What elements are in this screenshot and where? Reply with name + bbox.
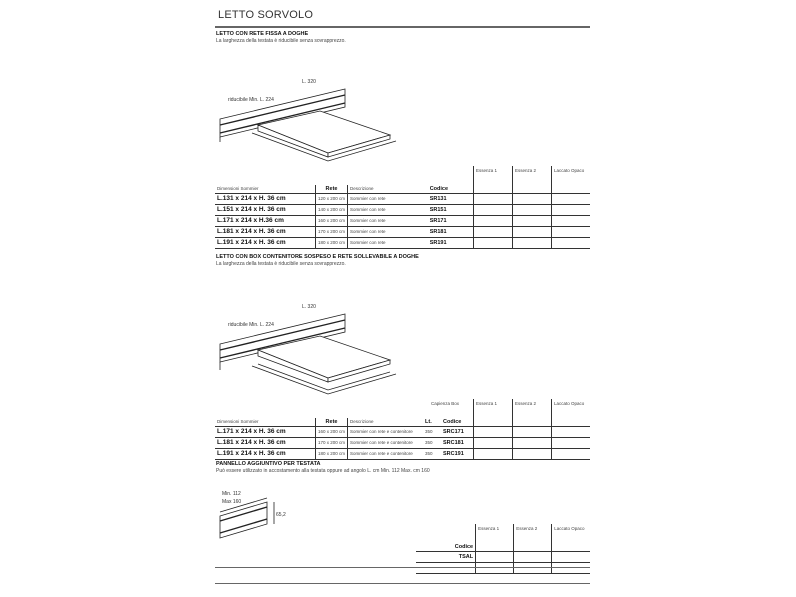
col-code: Codice — [454, 544, 474, 550]
description-cell: Sommier con rete — [348, 227, 428, 238]
bottom-divider-2 — [215, 583, 590, 584]
rete-cell: 140 x 200 cm — [316, 205, 348, 216]
capacity-cell: 350 — [423, 427, 441, 438]
finish-cell — [474, 438, 513, 449]
code-cell: SR131 — [428, 194, 474, 205]
dimension-cell: L.181 x 214 x H. 36 cm — [215, 227, 316, 238]
bed-drawing-1 — [210, 79, 410, 165]
section3-heading: PANNELLO AGGIUNTIVO PER TESTATA — [216, 461, 321, 467]
col-dim: Dimensioni Sommier — [217, 419, 259, 424]
reduce-label: riducibile Min. L. 224 — [228, 97, 274, 103]
rete-cell: 180 x 200 cm — [316, 238, 348, 249]
col-rete: Rete — [316, 418, 348, 427]
description-cell: Sommier con rete e contenitore — [348, 427, 423, 438]
col-desc: Descrizione — [348, 418, 423, 427]
finish-cell — [513, 194, 552, 205]
height-label: 65,2 — [276, 512, 286, 518]
finish-cell — [552, 427, 591, 438]
finish-cell — [513, 238, 552, 249]
rete-cell: 180 x 200 cm — [316, 449, 348, 460]
finish-cell — [474, 238, 513, 249]
col-rete: Rete — [316, 185, 348, 194]
code-cell: SR181 — [428, 227, 474, 238]
finish-header-3: Laccato Opaco — [552, 524, 590, 543]
dimension-cell: L.131 x 214 x H. 36 cm — [215, 194, 316, 205]
dimension-cell: L.191 x 214 x H. 36 cm — [215, 449, 316, 460]
panel-drawing — [210, 490, 300, 550]
finish-header-1: Essenza 1 — [474, 166, 513, 185]
section2-note: La larghezza della testata è riducibile senza sovrapprezzo. — [216, 261, 346, 267]
max-label: Max 160 — [222, 499, 242, 505]
section1-table — [215, 166, 590, 249]
finish-header-1: Essenza 1 — [476, 524, 514, 543]
finish-cell — [474, 205, 513, 216]
section1-note: La larghezza della testata è riducibile senza sovrapprezzo. — [216, 38, 346, 44]
rete-cell: 160 x 200 cm — [316, 216, 348, 227]
description-cell: Sommier con rete e contenitore — [348, 438, 423, 449]
table-row — [215, 238, 590, 249]
col-lt: Lt. — [425, 419, 432, 425]
capacity-cell: 350 — [423, 438, 441, 449]
col-code: Codice — [429, 186, 449, 192]
finish-cell — [513, 449, 552, 460]
finish-cell — [474, 227, 513, 238]
code-cell: SR191 — [428, 238, 474, 249]
finish-header-2: Essenza 2 — [513, 399, 552, 418]
page-title: LETTO SORVOLO — [218, 9, 314, 21]
dimension-cell: L.151 x 214 x H. 36 cm — [215, 205, 316, 216]
bottom-divider-1 — [215, 567, 590, 568]
rete-cell: 170 x 200 cm — [316, 227, 348, 238]
description-cell: Sommier con rete — [348, 238, 428, 249]
finish-header-2: Essenza 2 — [514, 524, 552, 543]
code-cell: SRC191 — [441, 449, 474, 460]
table-row — [215, 449, 590, 460]
description-cell: Sommier con rete e contenitore — [348, 449, 423, 460]
finish-cell — [513, 427, 552, 438]
table-row — [215, 216, 590, 227]
description-cell: Sommier con rete — [348, 216, 428, 227]
finish-cell — [513, 216, 552, 227]
rete-cell: 120 x 200 cm — [316, 194, 348, 205]
finish-header-3: Laccato Opaco — [552, 399, 591, 418]
dimension-cell: L.191 x 214 x H. 36 cm — [215, 238, 316, 249]
section2-table — [215, 399, 590, 460]
reduce-label: riducibile Min. L. 224 — [228, 322, 274, 328]
rete-cell: 170 x 200 cm — [316, 438, 348, 449]
rete-cell: 160 x 200 cm — [316, 427, 348, 438]
table-row — [215, 227, 590, 238]
capacity-header: Capienza Box — [431, 401, 460, 406]
finish-cell — [552, 438, 591, 449]
dimension-cell: L.181 x 214 x H. 36 cm — [215, 438, 316, 449]
finish-header-1: Essenza 1 — [474, 399, 513, 418]
finish-cell — [552, 238, 591, 249]
finish-cell — [513, 438, 552, 449]
col-desc: Descrizione — [348, 185, 428, 194]
min-label: Min. 112 — [222, 491, 241, 497]
finish-cell — [552, 227, 591, 238]
finish-cell — [552, 194, 591, 205]
col-code: Codice — [443, 419, 462, 425]
code-cell: TSAL — [416, 552, 476, 563]
finish-cell — [474, 194, 513, 205]
description-cell: Sommier con rete — [348, 205, 428, 216]
table-row — [215, 205, 590, 216]
finish-cell — [474, 427, 513, 438]
finish-cell — [552, 449, 591, 460]
length-label: L. 320 — [302, 79, 316, 85]
bed-drawing-2 — [210, 304, 410, 395]
section2-heading: LETTO CON BOX CONTENITORE SOSPESO E RETE SOLLEVABILE A DOGHE — [216, 254, 419, 260]
length-label: L. 320 — [302, 304, 316, 310]
table-row — [215, 438, 590, 449]
code-cell: SR151 — [428, 205, 474, 216]
code-cell: SRC171 — [441, 427, 474, 438]
table-row — [215, 427, 590, 438]
finish-cell — [474, 216, 513, 227]
finish-header-3: Laccato Opaco — [552, 166, 591, 185]
finish-cell — [513, 205, 552, 216]
finish-cell — [513, 227, 552, 238]
title-divider — [215, 26, 590, 28]
capacity-cell: 350 — [423, 449, 441, 460]
dimension-cell: L.171 x 214 x H.36 cm — [215, 216, 316, 227]
description-cell: Sommier con rete — [348, 194, 428, 205]
code-cell: SR171 — [428, 216, 474, 227]
table-row — [215, 194, 590, 205]
finish-cell — [552, 216, 591, 227]
section1-heading: LETTO CON RETE FISSA A DOGHE — [216, 31, 309, 37]
finish-header-2: Essenza 2 — [513, 166, 552, 185]
finish-cell — [552, 205, 591, 216]
finish-cell — [474, 449, 513, 460]
col-dim: Dimensioni Sommier — [217, 186, 259, 191]
code-cell: SRC181 — [441, 438, 474, 449]
dimension-cell: L.171 x 214 x H. 36 cm — [215, 427, 316, 438]
section3-note: Può essere utilizzato in accostamento alla testata oppure ad angolo L. cm Min. 112 Max. cm 160 — [216, 468, 430, 474]
